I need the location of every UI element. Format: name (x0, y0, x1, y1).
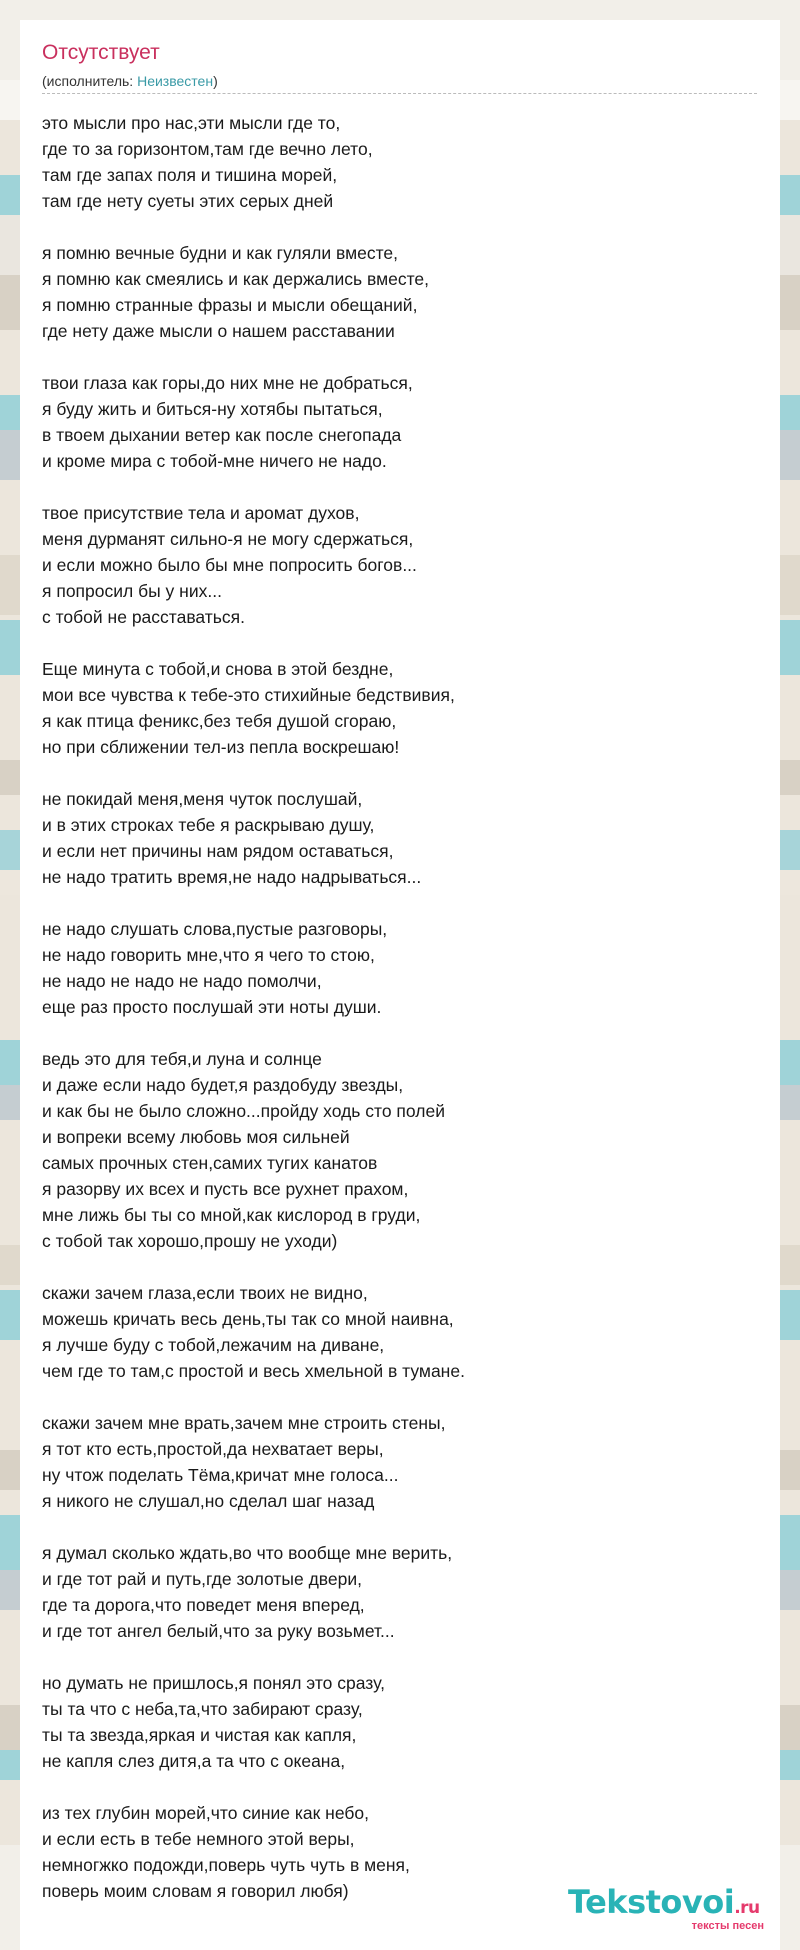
performer-link[interactable]: Неизвестен (137, 73, 214, 89)
lyrics-line: можешь кричать весь день,ты так со мной наивна, (42, 1309, 454, 1329)
lyrics-line: я как птица феникс,без тебя душой сгораю, (42, 711, 397, 731)
lyrics-line: не надо не надо не надо помолчи, (42, 971, 322, 991)
lyrics-line: я никого не слушал,но сделал шаг назад (42, 1491, 375, 1511)
logo-wordmark (568, 1883, 778, 1921)
song-title: Отсутствует (42, 41, 160, 64)
lyrics-line: и если можно было бы мне попросить богов... (42, 555, 417, 575)
lyrics-stanza (42, 240, 762, 344)
lyrics-line: ты та звезда,яркая и чистая как капля, (42, 1725, 357, 1745)
lyrics-line: ты та что с неба,та,что забирают сразу, (42, 1699, 363, 1719)
lyrics-line: меня дурманят сильно-я не могу сдержаться, (42, 529, 414, 549)
lyrics-line: твое присутствие тела и аромат духов, (42, 503, 360, 523)
lyrics-line: скажи зачем мне врать,зачем мне строить стены, (42, 1413, 446, 1433)
lyrics-line: мне лижь бы ты со мной,как кислород в груди, (42, 1205, 421, 1225)
lyrics-line: и где тот рай и путь,где золотые двери, (42, 1569, 362, 1589)
lyrics-line: не покидай меня,меня чуток послушай, (42, 789, 363, 809)
lyrics-line: там где нету суеты этих серых дней (42, 191, 334, 211)
lyrics-line: ну чтож поделать Тёма,кричат мне голоса... (42, 1465, 399, 1485)
lyrics-line: с тобой не расставаться. (42, 607, 246, 627)
lyrics-line: я думал сколько ждать,во что вообще мне верить, (42, 1543, 453, 1563)
site-logo[interactable] (568, 1883, 778, 1946)
lyrics-line: не надо тратить время,не надо надрываться... (42, 867, 422, 887)
lyrics-line: не капля слез дитя,а та что с океана, (42, 1751, 346, 1771)
lyrics-line: где то за горизонтом,там где вечно лето, (42, 139, 373, 159)
performer-suffix: ) (213, 73, 218, 89)
lyrics-line: твои глаза как горы,до них мне не добраться, (42, 373, 413, 393)
lyrics-line: это мысли про нас,эти мысли где то, (42, 113, 341, 133)
lyrics-line: я помню как смеялись и как держались вместе, (42, 269, 430, 289)
lyrics-line: и даже если надо будет,я раздобуду звезды, (42, 1075, 404, 1095)
lyrics-line: и кроме мира с тобой-мне ничего не надо. (42, 451, 387, 471)
lyrics-line: самых прочных стен,самих тугих канатов (42, 1153, 378, 1173)
lyrics-line: я попросил бы у них... (42, 581, 222, 601)
lyrics-line: я разорву их всех и пусть все рухнет прахом, (42, 1179, 409, 1199)
lyrics-line: и в этих строках тебе я раскрываю душу, (42, 815, 375, 835)
lyrics-line: мои все чувства к тебе-это стихийные бедствивия, (42, 685, 455, 705)
lyrics-line: немногжко подожди,поверь чуть чуть в меня, (42, 1855, 410, 1875)
lyrics-line: ведь это для тебя,и луна и солнце (42, 1049, 322, 1069)
lyrics-line: с тобой так хорошо,прошу не уходи) (42, 1231, 338, 1251)
lyrics-stanza (42, 1280, 762, 1384)
lyrics-line: где нету даже мысли о нашем расставании (42, 321, 395, 341)
lyrics-line: из тех глубин морей,что синие как небо, (42, 1803, 369, 1823)
lyrics-line: но при сближении тел-из пепла воскрешаю! (42, 737, 400, 757)
lyrics-card (20, 20, 780, 1950)
lyrics-line: чем где то там,с простой и весь хмельной в тумане. (42, 1361, 465, 1381)
lyrics-line: еще раз просто послушай эти ноты души. (42, 997, 382, 1017)
lyrics-stanza (42, 500, 762, 630)
logo-tagline: тексты песен (691, 1920, 764, 1932)
lyrics-line: и где тот ангел белый,что за руку возьмет... (42, 1621, 395, 1641)
lyrics-text (42, 110, 762, 1930)
lyrics-stanza (42, 110, 762, 214)
lyrics-line: я буду жить и биться-ну хотябы пытаться, (42, 399, 383, 419)
lyrics-line: я тот кто есть,простой,да нехватает веры, (42, 1439, 384, 1459)
logo-suffix: .ru (734, 1898, 760, 1918)
lyrics-line: я помню странные фразы и мысли обещаний, (42, 295, 418, 315)
lyrics-line: поверь моим словам я говорил любя) (42, 1881, 349, 1901)
lyrics-stanza (42, 1410, 762, 1514)
lyrics-line: там где запах поля и тишина морей, (42, 165, 338, 185)
lyrics-line: я лучше буду с тобой,лежачим на диване, (42, 1335, 385, 1355)
lyrics-line: и если есть в тебе немного этой веры, (42, 1829, 355, 1849)
lyrics-stanza (42, 1046, 762, 1254)
lyrics-stanza (42, 1670, 762, 1774)
lyrics-stanza (42, 916, 762, 1020)
lyrics-line: скажи зачем глаза,если твоих не видно, (42, 1283, 368, 1303)
lyrics-line: не надо говорить мне,что я чего то стою, (42, 945, 375, 965)
lyrics-line: и вопреки всему любовь моя сильней (42, 1127, 350, 1147)
lyrics-line: и как бы не было сложно...пройду ходь сто полей (42, 1101, 445, 1121)
lyrics-line: и если нет причины нам рядом оставаться, (42, 841, 394, 861)
lyrics-stanza (42, 656, 762, 760)
performer-prefix: (исполнитель: (42, 73, 138, 89)
lyrics-line: но думать не пришлось,я понял это сразу, (42, 1673, 385, 1693)
lyrics-line: я помню вечные будни и как гуляли вместе, (42, 243, 398, 263)
lyrics-line: Еще минута с тобой,и снова в этой бездне, (42, 659, 394, 679)
performer-line (42, 73, 218, 90)
lyrics-line: не надо слушать слова,пустые разговоры, (42, 919, 388, 939)
lyrics-stanza (42, 1540, 762, 1644)
divider (42, 93, 757, 94)
lyrics-line: в твоем дыхании ветер как после снегопада (42, 425, 402, 445)
lyrics-line: где та дорога,что поведет меня вперед, (42, 1595, 365, 1615)
lyrics-stanza (42, 786, 762, 890)
logo-name: Tekstovoi (568, 1883, 735, 1921)
lyrics-stanza (42, 370, 762, 474)
